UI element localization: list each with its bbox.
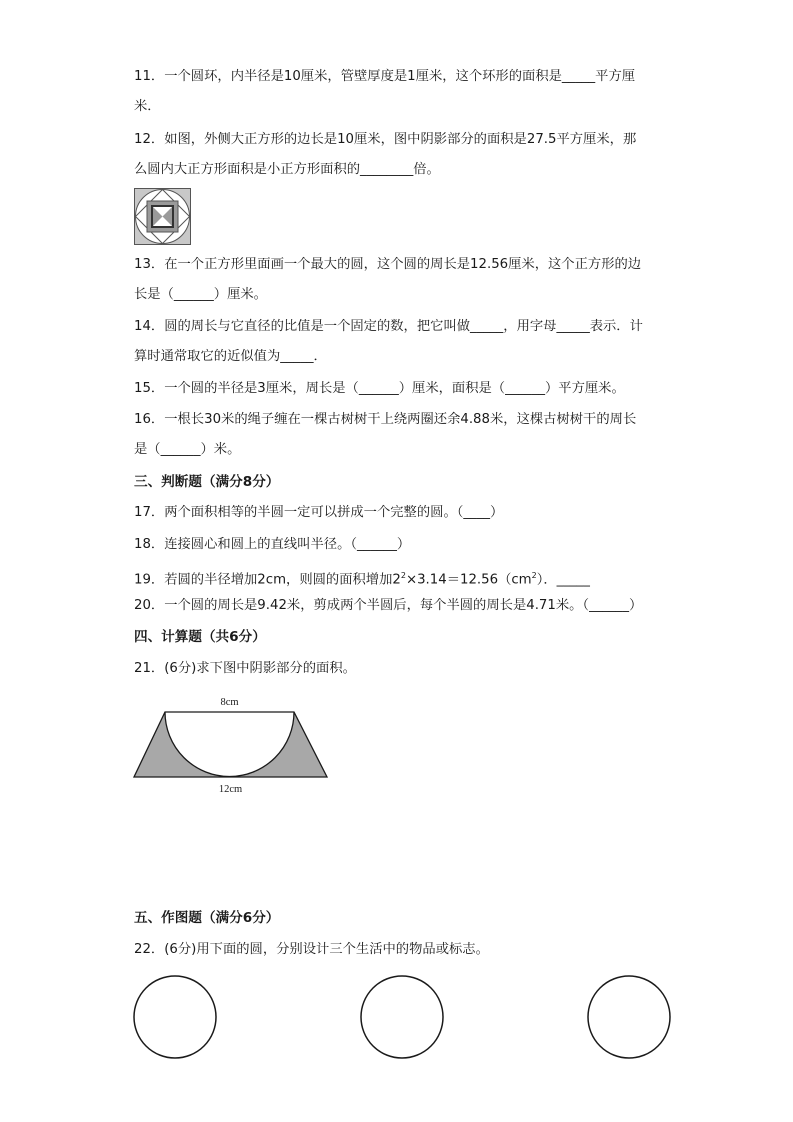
q14-line2: 算时通常取它的近似值为_____． [134, 349, 327, 364]
q19-sup2: 2 [531, 571, 537, 580]
bottom-base-label: 12cm [218, 784, 243, 795]
q21: 21．(6分)求下图中阴影部分的面积。 [134, 661, 356, 676]
q19-before: 19．若圆的半径增加2cm，则圆的面积增加2 [134, 572, 401, 588]
section-5-title: 五、作图题（满分6分） [134, 910, 280, 926]
drawing-circle-1[interactable] [134, 976, 216, 1058]
section-4-title: 四、计算题（共6分） [134, 629, 266, 645]
q19-middle: ×3.14＝12.56（cm [405, 572, 532, 588]
q16-line2: 是（______）米。 [134, 442, 241, 457]
q21-trapezoid-figure [128, 690, 334, 800]
drawing-circle-2[interactable] [361, 976, 443, 1058]
q18: 18．连接圆心和圆上的直线叫半径。（______） [134, 537, 411, 552]
drawing-circle-3[interactable] [588, 976, 670, 1058]
section-3-title: 三、判断题（满分8分） [134, 474, 280, 490]
q17: 17．两个面积相等的半圆一定可以拼成一个完整的圆。（____） [134, 505, 504, 520]
q22: 22．(6分)用下面的圆，分别设计三个生活中的物品或标志。 [134, 942, 489, 957]
q22-circles [130, 972, 675, 1062]
q15-line1: 15．一个圆的半径是3厘米，周长是（______）厘米，面积是（______）平方厘米。 [134, 381, 625, 396]
q16-line1: 16．一根长30米的绳子缠在一棵古树树干上绕两圈还余4.88米，这棵古树树干的周长 [134, 412, 637, 427]
q11-line2: 米． [134, 99, 161, 114]
q12-line1: 12．如图，外侧大正方形的边长是10厘米，图中阴影部分的面积是27.5平方厘米，那 [134, 132, 637, 147]
q13-line2: 长是（______）厘米。 [134, 287, 267, 302]
q13-line1: 13．在一个正方形里面画一个最大的圆，这个圆的周长是12.56厘米，这个正方形的边 [134, 257, 642, 272]
q14-line1: 14．圆的周长与它直径的比值是一个固定的数，把它叫做_____，用字母_____表示．计 [134, 319, 643, 334]
q11-line1: 11．一个圆环，内半径是10厘米，管壁厚度是1厘米，这个环形的面积是_____平方厘 [134, 69, 636, 84]
q20: 20．一个圆的周长是9.42米，剪成两个半圆后，每个半圆的周长是4.71米。（______） [134, 598, 643, 613]
q19 [134, 567, 590, 589]
q19-after: ）．_____ [536, 572, 590, 588]
q19-sup: 2 [400, 571, 406, 580]
q12-line2: 么圆内大正方形面积是小正方形面积的________倍。 [134, 162, 440, 177]
q12-square-circle-figure [134, 188, 191, 245]
top-base-label: 8cm [220, 697, 239, 708]
